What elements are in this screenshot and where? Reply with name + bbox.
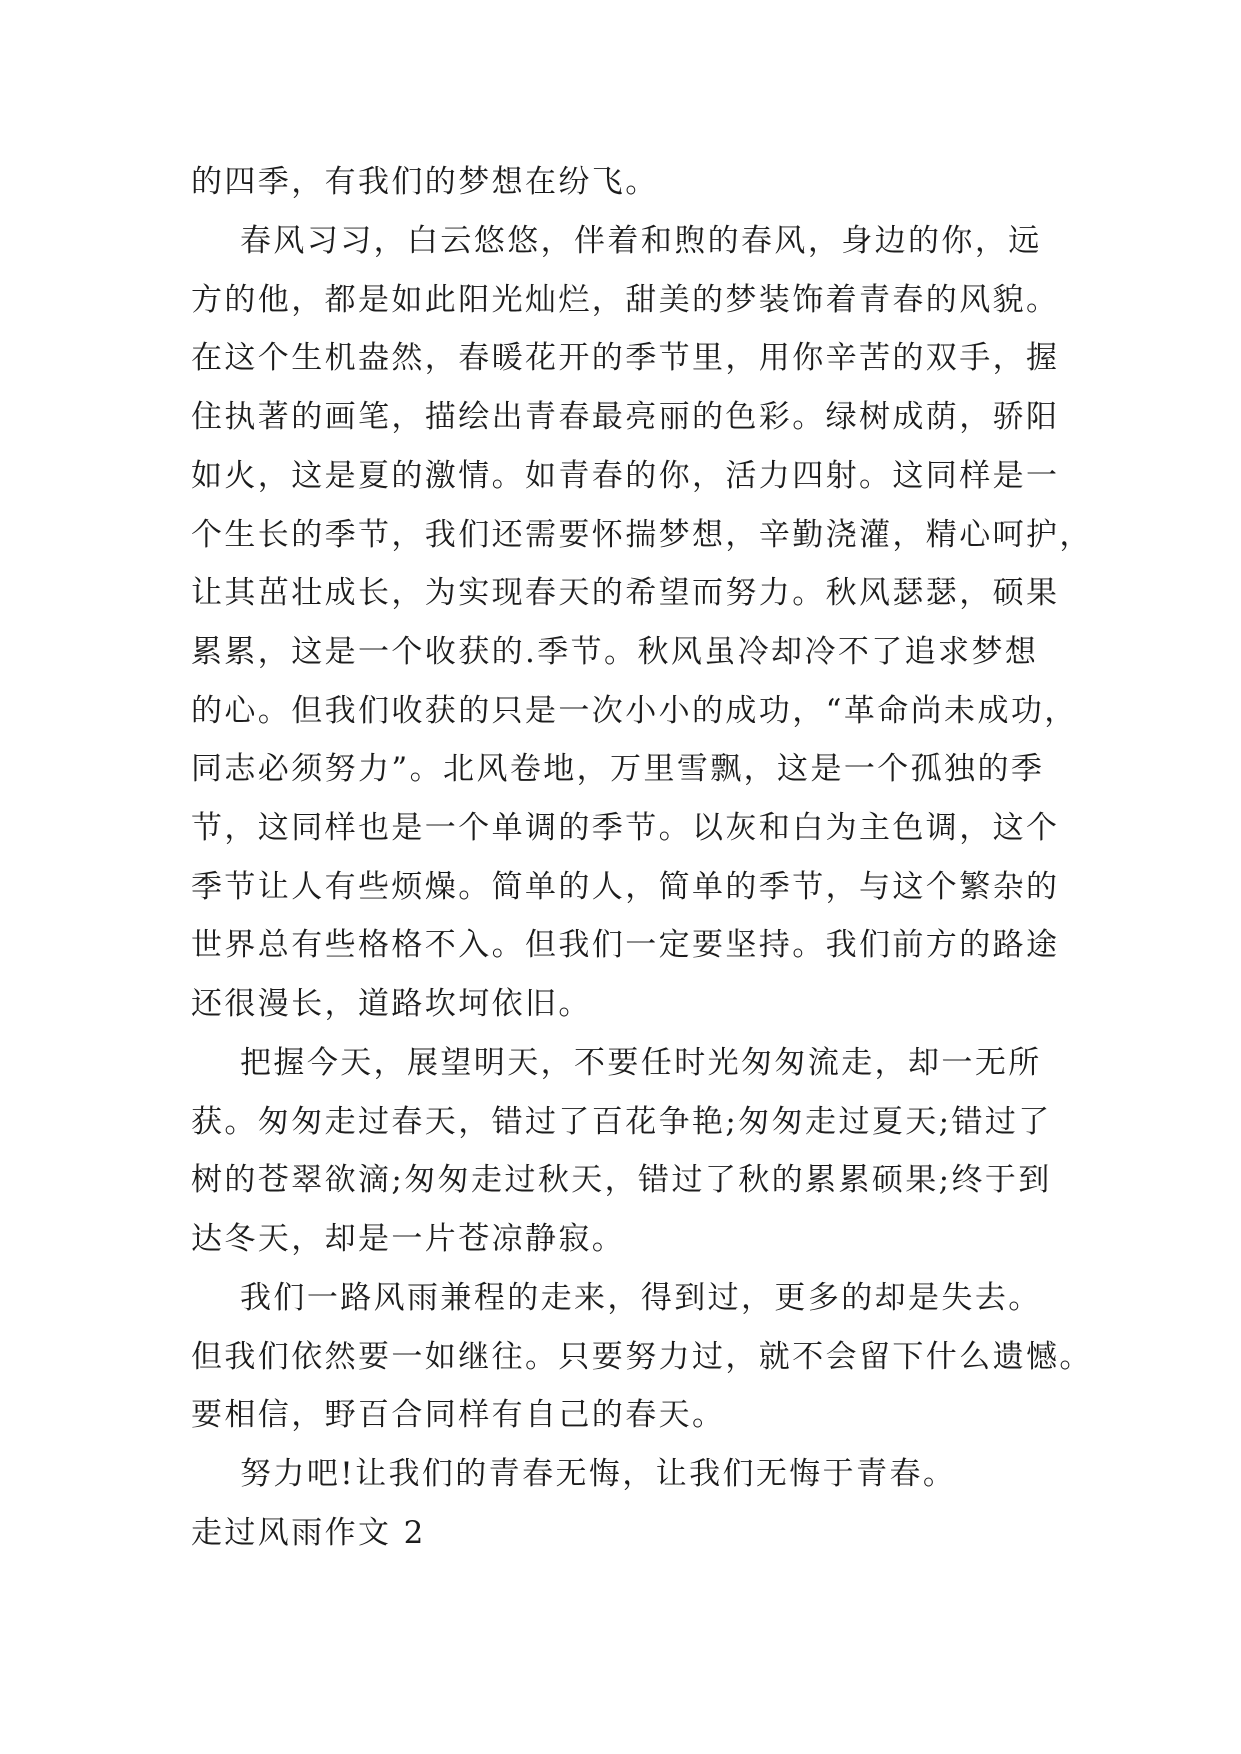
paragraph-through-storms — [191, 1269, 1093, 1445]
text-line: 但我们依然要一如继往。只要努力过，就不会留下什么遗憾。 — [191, 1338, 1093, 1375]
text-line: 的心。但我们收获的只是一次小小的成功，“革命尚未成功， — [191, 692, 1078, 729]
paragraph-seize-today — [191, 1034, 1051, 1269]
text-line: 个生长的季节，我们还需要怀揣梦想，辛勤浇灌，精心呵护， — [191, 516, 1093, 553]
paragraph-closing — [191, 1445, 1051, 1504]
paragraph-continuation — [191, 153, 1051, 212]
text-line: 树的苍翠欲滴;匆匆走过秋天，错过了秋的累累硕果;终于到 — [191, 1162, 1052, 1199]
paragraph-seasons — [191, 212, 1093, 1034]
text-line: 在这个生机盎然，春暖花开的季节里，用你辛苦的双手，握 — [191, 340, 1060, 377]
text-line: 住执著的画笔，描绘出青春最亮丽的色彩。绿树成荫，骄阳 — [191, 399, 1060, 436]
text-line: 同志必须努力”。北风卷地，万里雪飘，这是一个孤独的季 — [191, 751, 1045, 788]
text-line: 达冬天，却是一片苍凉静寂。 — [191, 1221, 626, 1258]
text-line: 还很漫长，道路坎坷依旧。 — [191, 986, 592, 1023]
heading-text: 走过风雨作文 2 — [191, 1515, 426, 1551]
text-line: 把握今天，展望明天，不要任时光匆匆流走，却一无所 — [191, 1045, 1042, 1081]
section-heading — [191, 1504, 1051, 1563]
text-line: 努力吧!让我们的青春无悔，让我们无悔于青春。 — [191, 1456, 957, 1492]
text-line: 我们一路风雨兼程的走来，得到过，更多的却是失去。 — [191, 1280, 1042, 1316]
text-line: 春风习习，白云悠悠，伴着和煦的春风，身边的你，远 — [191, 223, 1042, 259]
text-line: 要相信，野百合同样有自己的春天。 — [191, 1397, 726, 1434]
text-line: 节，这同样也是一个单调的季节。以灰和白为主色调，这个 — [191, 810, 1060, 847]
text-line: 季节让人有些烦燥。简单的人，简单的季节，与这个繁杂的 — [191, 868, 1060, 905]
text-line: 方的他，都是如此阳光灿烂，甜美的梦装饰着青春的风貌。 — [191, 281, 1060, 318]
text-line: 世界总有些格格不入。但我们一定要坚持。我们前方的路途 — [191, 927, 1060, 964]
text-line: 如火，这是夏的激情。如青春的你，活力四射。这同样是一 — [191, 457, 1060, 494]
text-line: 的四季，有我们的梦想在纷飞。 — [191, 164, 659, 200]
text-line: 让其茁壮成长，为实现春天的希望而努力。秋风瑟瑟，硕果 — [191, 575, 1060, 612]
text-line: 累累，这是一个收获的.季节。秋风虽冷却冷不了追求梦想 — [191, 633, 1039, 670]
text-line: 获。匆匆走过春天，错过了百花争艳;匆匆走过夏天;错过了 — [191, 1103, 1052, 1140]
